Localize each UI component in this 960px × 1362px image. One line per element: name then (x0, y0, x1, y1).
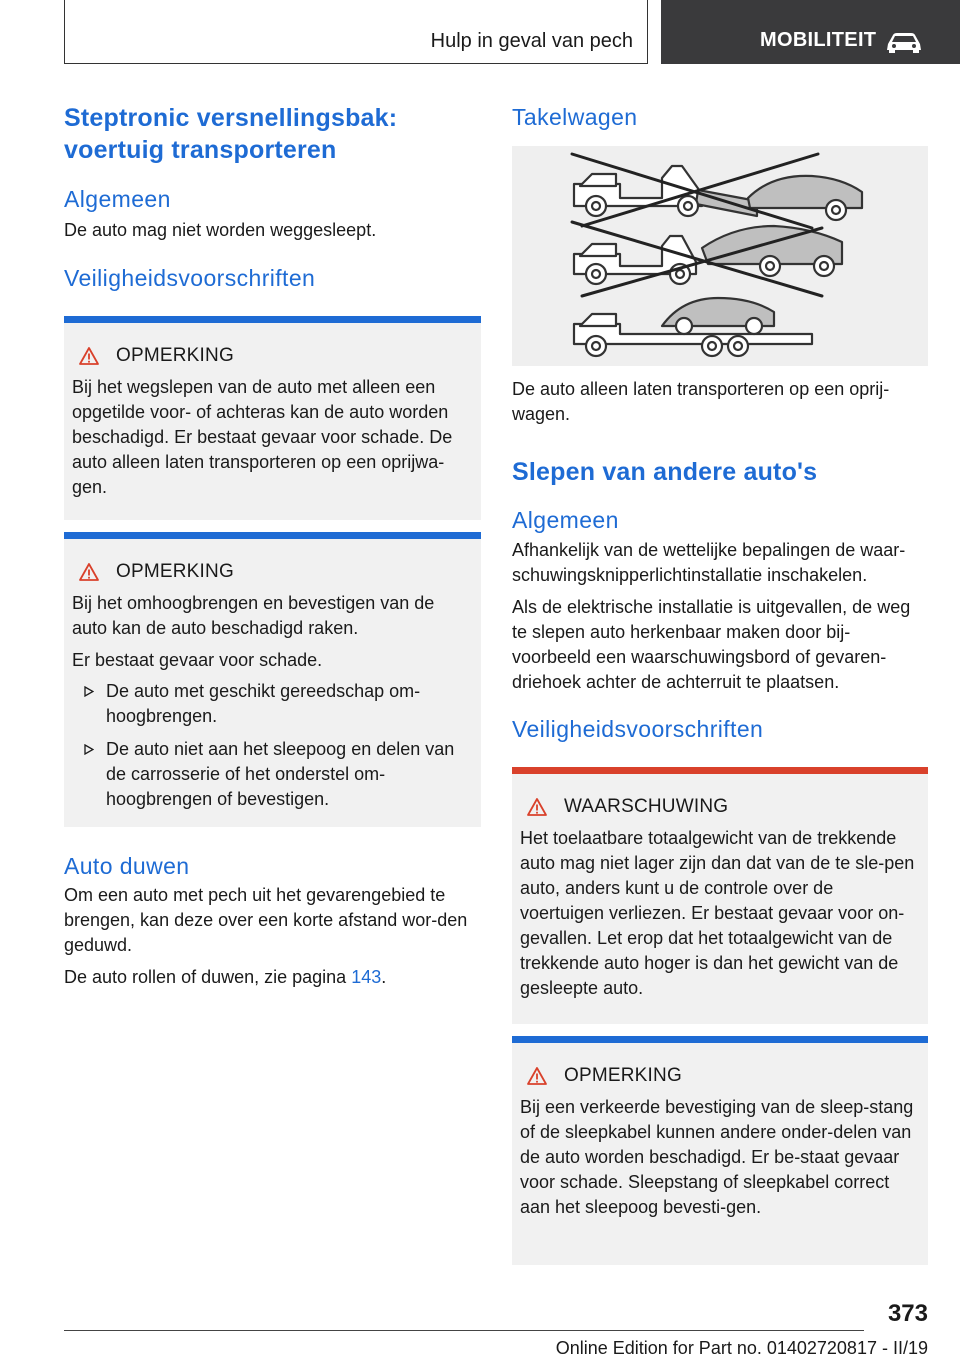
general-text-1: Afhankelijk van de wettelijke bepalingen de waar-schuwingsknipperlichtinstallatie inschakelen. (512, 540, 906, 585)
header-chapter-title: MOBILITEIT (760, 29, 877, 51)
notice-text: Bij het omhoogbrengen en bevestigen van de auto kan de auto beschadigd raken. (72, 593, 435, 638)
warning-label: WAARSCHUWING (564, 796, 729, 817)
general-text: De auto mag niet worden weggesleept. (64, 220, 377, 240)
tow-truck-illustration (512, 146, 928, 366)
left-column (64, 102, 481, 990)
footer-divider (64, 1330, 864, 1331)
tow-text: De auto alleen laten transporteren op een oprij-wagen. (512, 379, 890, 424)
notice-label: OPMERKING (116, 561, 234, 582)
notice-box-3 (512, 1036, 928, 1265)
notice-label: OPMERKING (116, 345, 234, 366)
list-triangle-icon (84, 744, 94, 755)
warning-text: Het toelaatbare totaalgewicht van de trekkende auto mag niet lager zijn dan dat van de te sle-pen auto, anders kunt u de controle over de voertuigen verliezen. Er bestaat gevaar voor on-gevallen. Let erop dat het totaalgewicht van de trekkende auto hoger is dan het gewicht van de gesleepte auto. (520, 828, 915, 998)
warning-triangle-icon (78, 562, 100, 582)
safety-heading: Veiligheidsvoorschriften (64, 265, 316, 291)
notice-text: Er bestaat gevaar voor schade. (72, 650, 323, 670)
general-heading: Algemeen (64, 186, 171, 212)
notice-text: Bij een verkeerde bevestiging van de sleep-stang of de sleepkabel kunnen andere onder-delen van de auto worden beschadigd. Er be-staat gevaar voor schade. Sleepstang of sleepkabel correct aan het sleepoog bevesti-gen. (520, 1097, 914, 1217)
notice-box-1 (64, 316, 481, 520)
general-text-2: Als de elektrische installatie is uitgevallen, de weg te slepen auto herkenbaar maken door bij-voorbeeld een waarschuwingsbord of gevaren-driehoek achter de achterruit te plaatsen. (512, 597, 911, 692)
push-text: Om een auto met pech uit het gevarengebied te brengen, kan deze over een korte afstand wor-den geduwd. (64, 885, 468, 955)
warning-triangle-icon (78, 346, 100, 366)
safety-heading: Veiligheidsvoorschriften (512, 716, 764, 742)
tow-heading: Takelwagen (512, 104, 638, 130)
header-section-title: Hulp in geval van pech (430, 30, 633, 52)
notice-text: Bij het wegslepen van de auto met alleen een opgetilde voor- of achteras kan de auto worden beschadigd. Er bestaat gevaar voor schade. De auto alleen laten transporteren op een oprijwa-gen. (72, 377, 453, 497)
header-section-tab (64, 0, 648, 64)
general-heading: Algemeen (512, 507, 619, 533)
other-cars-heading: Slepen van andere auto's (512, 458, 818, 486)
tow-truck-figure (512, 146, 928, 366)
footer-edition: Online Edition for Part no. 01402720817 - II/19 (555, 1338, 928, 1358)
notice-box-2 (64, 532, 481, 827)
page-link-143[interactable]: 143 (351, 967, 382, 987)
notice-list (72, 679, 473, 812)
right-column (512, 102, 928, 1265)
push-heading: Auto duwen (64, 853, 190, 879)
warning-triangle-icon (526, 797, 548, 817)
list-item: De auto met geschikt gereedschap om-hoogbrengen. (72, 679, 473, 729)
car-icon (884, 30, 924, 54)
list-item: De auto niet aan het sleepoog en delen van de carrosserie of het onderstel om-hoogbrengen of bevestigen. (72, 737, 473, 812)
page-number: 373 (887, 1300, 928, 1327)
list-triangle-icon (84, 686, 94, 697)
push-ref: De auto rollen of duwen, zie pagina 143. (64, 967, 387, 987)
warning-box (512, 767, 928, 1024)
warning-triangle-icon (526, 1066, 548, 1086)
section-title: Steptronic versnellingsbak: voertuig transporteren (64, 104, 398, 164)
notice-label: OPMERKING (564, 1065, 682, 1086)
